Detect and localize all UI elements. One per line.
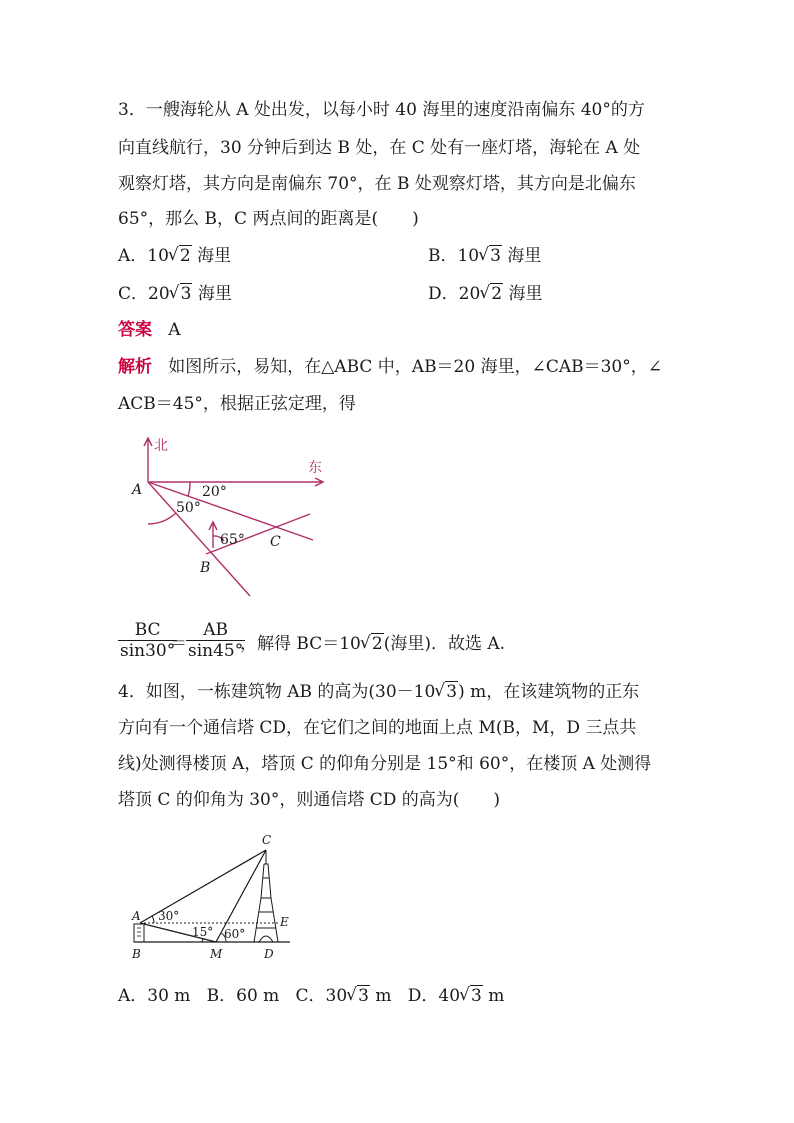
label-b: B [200, 560, 211, 576]
q4-text-line-2: 方向有一个通信塔 CD，在它们之间的地面上点 M(B，M，D 三点共 [118, 718, 637, 738]
q4-options [118, 984, 504, 1008]
label-c: C [270, 534, 281, 550]
answer-label: 答案 [118, 320, 152, 340]
q3-option-d: D．20√ 2 海里 [428, 282, 543, 306]
q3-analysis-line-2: ACB＝45°，根据正弦定理，得 [118, 394, 356, 414]
east-label: 东 [308, 460, 322, 476]
answer-value: A [168, 320, 181, 340]
arc-30 [152, 916, 154, 923]
arc-50 [148, 513, 176, 524]
q3-text-line-2: 向直线航行，30 分钟后到达 B 处，在 C 处有一座灯塔，海轮在 A 处 [118, 138, 641, 158]
q3-analysis-line-1: 解析 如图所示，易知，在△ABC 中，AB＝20 海里，∠CAB＝30°，∠ [118, 357, 662, 377]
label-a: A [132, 482, 143, 498]
label-m: M [210, 947, 223, 961]
q3-text-line-3: 观察灯塔，其方向是南偏东 70°，在 B 处观察灯塔，其方向是北偏东 [118, 174, 636, 194]
q4-text-line-4: 塔顶 C 的仰角为 30°，则通信塔 CD 的高为( ) [118, 790, 501, 810]
q3-option-a: A．10√ 2 海里 [118, 244, 231, 268]
q4-text-line-1: 4．如图，一栋建筑物 AB 的高为(30－10√ 3) m，在该建筑物的正东 [118, 680, 639, 704]
q3-option-b: B．10√ 3 海里 [428, 244, 541, 268]
q4-text-line-3: 线)处测得楼顶 A，塔顶 C 的仰角分别是 15°和 60°，在楼顶 A 处测得 [118, 754, 652, 774]
q3-text-line-4: 65°，那么 B，C 两点间的距离是( ) [118, 209, 419, 229]
q4-option-a: A．30 m [118, 986, 191, 1006]
analysis-label: 解析 [118, 357, 152, 377]
q4-option-c: C．30√ 3 m [296, 986, 392, 1006]
label-c: C [262, 833, 272, 847]
angle-20-label: 20° [202, 484, 227, 500]
q3-text-line-1: 3．一艘海轮从 A 处出发，以每小时 40 海里的速度沿南偏东 40°的方 [118, 100, 645, 120]
angle-60-label: 60° [224, 927, 246, 941]
equals-sign: ＝ [170, 634, 187, 654]
angle-65-label: 65° [220, 532, 245, 548]
label-d: D [264, 947, 274, 961]
q4-tower-figure [118, 828, 298, 968]
angle-50-label: 50° [176, 500, 201, 516]
label-e: E [280, 915, 289, 929]
q4-option-b: B．60 m [206, 986, 280, 1006]
fraction-bc-sin30: $\frac{BC}{\sin 30^\circ}$ [120, 620, 176, 661]
tower-cd [254, 850, 278, 942]
label-b: B [132, 947, 141, 961]
fraction-ab-sin45: $\frac{AB}{\sin 45^\circ}$ [188, 620, 244, 661]
q3-navigation-figure [118, 428, 338, 608]
q3-answer [118, 318, 181, 342]
q4-option-d: D．40√ 3 m [408, 986, 505, 1006]
q3-conclusion: ，解得 BC＝10√ 2(海里)．故选 A. [240, 632, 505, 656]
building-ab [134, 924, 144, 942]
q3-option-c: C．20√ 3 海里 [118, 282, 232, 306]
label-a: A [132, 909, 141, 923]
angle-15-label: 15° [192, 925, 214, 939]
arc-20 [188, 482, 190, 496]
angle-30-label: 30° [158, 909, 180, 923]
north-label: 北 [154, 438, 168, 454]
